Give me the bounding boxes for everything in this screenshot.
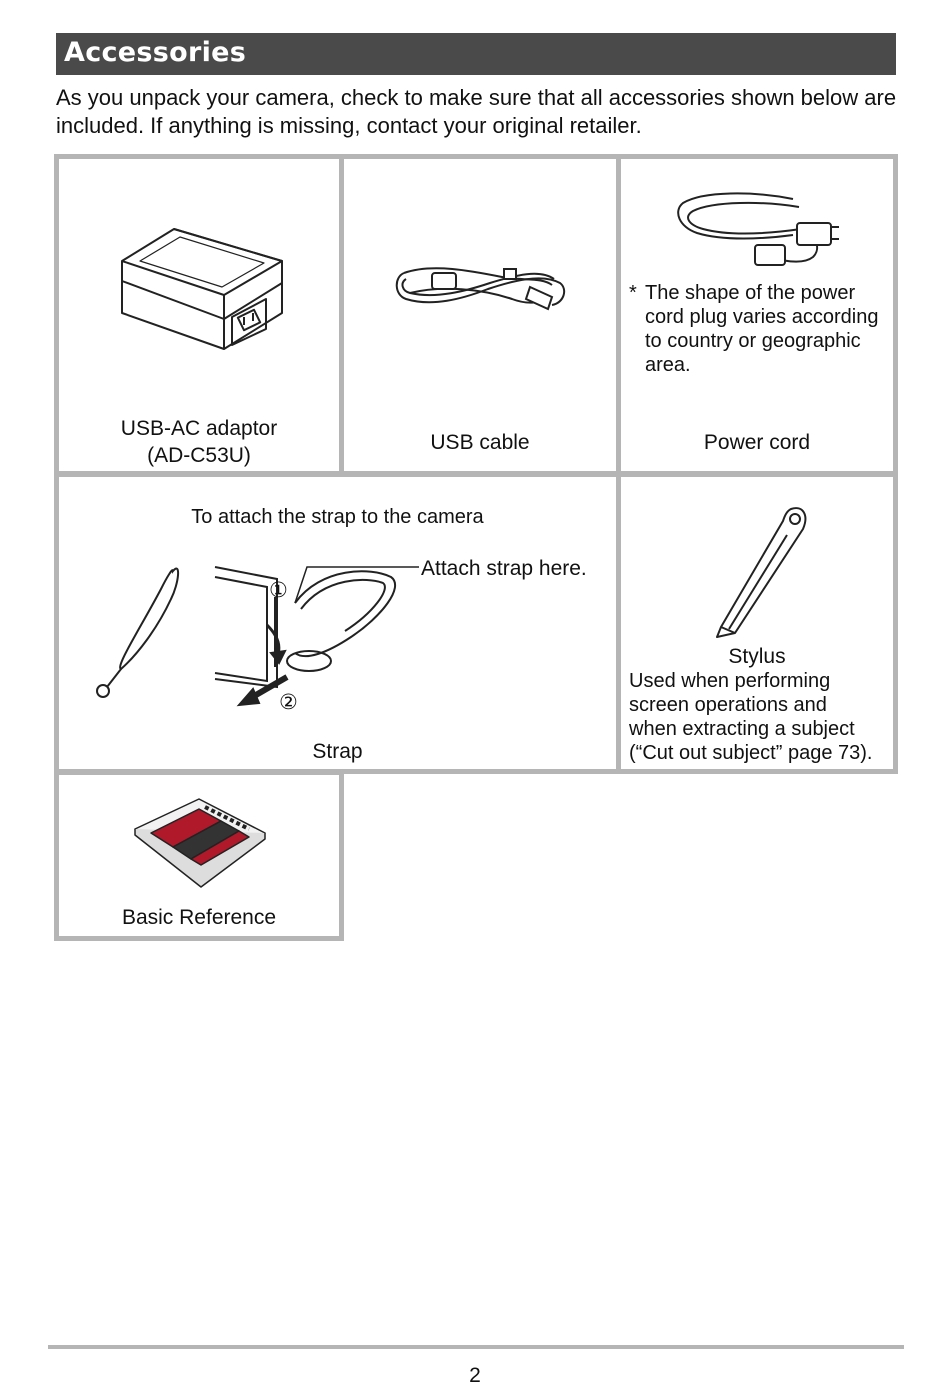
stylus-label: Stylus [728,645,786,668]
footer-divider [48,1345,904,1349]
power-cord-cell [616,154,898,476]
note-asterisk: * [629,282,637,304]
section-title: Accessories [64,37,247,68]
usb-ac-adaptor-illustration [114,221,289,356]
stylus-description [629,669,899,765]
adaptor-label-line1: USB-AC adaptor [120,417,278,440]
strap-step-2: ② [279,691,298,714]
adaptor-cell [54,154,344,476]
note-line-4: area. [645,354,691,376]
stylus-desc-line-2: screen operations and [629,694,827,716]
note-line-3: to country or geographic [645,330,861,352]
basic-reference-cell [54,770,344,941]
strap-label: Strap [312,740,363,763]
section-header [56,33,896,75]
basic-reference-label: Basic Reference [121,906,277,929]
intro-text: As you unpack your camera, check to make sure that all accessories shown below are included. If anything is missing, contact your original retailer. [56,85,897,138]
basic-reference-booklet-illustration [129,795,269,889]
usb-cable-cell [339,154,621,476]
stylus-desc-line-1: Used when performing [629,670,831,692]
usb-cable-illustration [392,259,572,315]
power-cord-label: Power cord [703,431,811,454]
power-cord-note [629,281,899,377]
strap-step-1: ① [269,579,288,602]
page-number: 2 [469,1364,481,1387]
usb-cable-label: USB cable [430,431,530,454]
strap-heading: To attach the strap to the camera [191,506,484,528]
strap-cell [54,472,621,774]
stylus-desc-line-4: (“Cut out subject” page 73). [629,742,873,764]
strap-callout: Attach strap here. [421,557,587,580]
note-line-2: cord plug varies according [645,306,879,328]
adaptor-label-line2: (AD-C53U) [147,444,251,467]
note-line-1: The shape of the power [645,282,856,304]
power-cord-illustration [673,187,843,271]
stylus-cell [616,472,898,774]
stylus-illustration [707,501,817,641]
stylus-desc-line-3: when extracting a subject [629,718,855,740]
